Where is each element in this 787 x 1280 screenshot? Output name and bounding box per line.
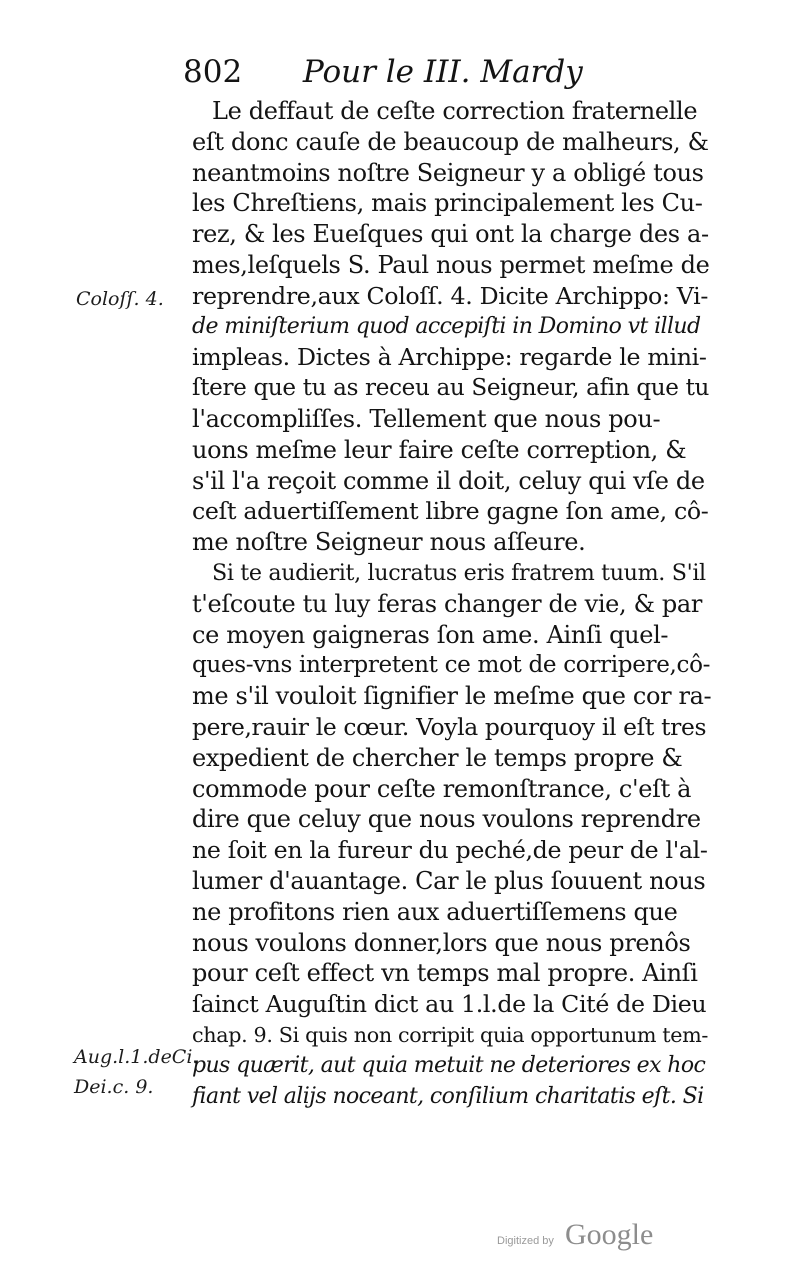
running-title: Pour le III. Mardy <box>302 54 583 90</box>
text-line: s'il l'a reçoit comme il doit, celuy qui vſe de <box>192 466 705 495</box>
text-line: ques-vns interpretent ce mot de corripere,cô- <box>192 652 711 679</box>
text-line: ce moyen gaigneras ſon ame. Ainſi quel- <box>192 620 669 649</box>
google-logo: Google <box>564 1218 654 1251</box>
text-line: l'accompliſſes. Tellement que nous pou- <box>192 404 661 433</box>
text-line: ceſt aduertiſſement libre gagne ſon ame, cô- <box>192 497 709 526</box>
text-line: me s'il vouloit ſignifier le meſme que cor ra- <box>192 682 712 711</box>
text-line: neantmoins noſtre Seigneur y a obligé tous <box>192 158 704 187</box>
text-line: impleas. Dictes à Archippe: regarde le mini- <box>192 343 707 372</box>
text-line: pere,rauir le cœur. Voyla pourquoy il eſt tres <box>192 712 707 741</box>
text-line: pour ceſt effect vn temps mal propre. Ainſi <box>192 959 698 988</box>
text-line: ſtere que tu as receu au Seigneur, afin que tu <box>192 375 710 402</box>
text-line: ne ſoit en la fureur du peché,de peur de l'al- <box>192 836 708 865</box>
text-line: ne profitons rien aux aduertiſſemens que <box>192 897 678 926</box>
text-line: rez, & les Eueſques qui ont la charge des a- <box>192 220 709 249</box>
text-line: ſainct Auguſtin dict au 1.l.de la Cité de Dieu <box>192 990 707 1019</box>
page-header <box>183 52 583 92</box>
text-line: pus quærit, aut quia metuit ne deteriores ex hoc <box>192 1052 706 1078</box>
margin-note-augustin-cont: Dei.c. 9. <box>74 1076 154 1098</box>
body-text <box>192 96 712 1112</box>
text-line: nous voulons donner,lors que nous prenôs <box>192 928 691 957</box>
text-line: mes,leſquels S. Paul nous permet meſme de <box>192 250 710 279</box>
margin-note-coloss: Coloſſ. 4. <box>76 288 164 310</box>
text-line: les Chreſtiens, mais principalement les Cu- <box>192 189 703 218</box>
text-line: lumer d'auantage. Car le plus ſouuent nous <box>192 866 706 895</box>
digitized-watermark <box>497 1218 653 1252</box>
text-line: dire que celuy que nous voulons reprendre <box>192 805 701 834</box>
text-line: Le deffaut de ceſte correction fraternelle <box>212 97 698 125</box>
text-line: eſt donc cauſe de beaucoup de malheurs, & <box>192 127 709 156</box>
text-line: commode pour ceſte remonſtrance, c'eſt à <box>192 774 692 803</box>
text-line: uons meſme leur faire ceſte correption, & <box>192 435 687 464</box>
text-line: de miniſterium quod accepiſti in Domino vt illud <box>192 313 701 339</box>
text-line: t'eſcoute tu luy feras changer de vie, & par <box>192 589 702 618</box>
text-line: expedient de chercher le temps propre & <box>192 743 683 772</box>
text-line: chap. 9. Si quis non corripit quia opportunum tem- <box>192 1022 709 1047</box>
text-line: Si te audierit, lucratus eris fratrem tuum. S'il <box>212 559 706 586</box>
text-line: me noſtre Seigneur nous aſſeure. <box>192 528 586 557</box>
margin-note-augustin: Aug.l.1.deCi. <box>74 1046 199 1068</box>
page-number: 802 <box>183 54 243 90</box>
watermark-prefix: Digitized by <box>497 1235 554 1247</box>
text-line: fiant vel alijs noceant, conſilium charitatis eſt. Si <box>192 1083 704 1109</box>
text-line: reprendre,aux Coloſſ. 4. Dicite Archippo: Vi- <box>192 281 708 310</box>
